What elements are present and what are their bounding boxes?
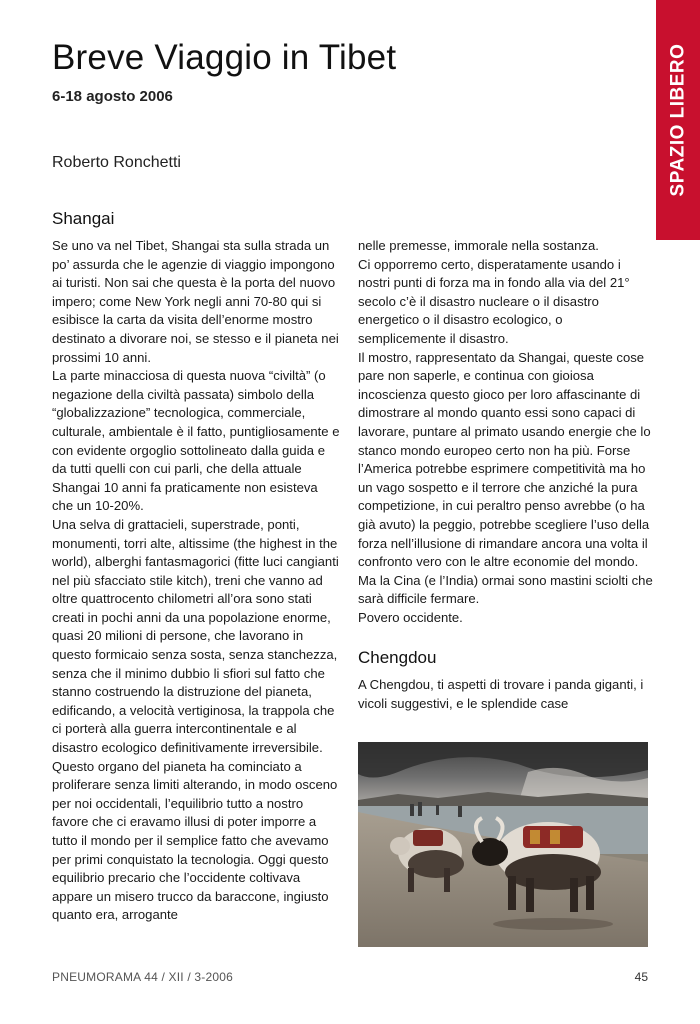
article-title: Breve Viaggio in Tibet bbox=[52, 38, 397, 77]
mountains bbox=[358, 792, 648, 808]
paragraph: Se uno va nel Tibet, Shangai sta sulla strada un po’ assurda che le agenzie di viaggio impongono ai turisti. Non sai che questa è la porta del nuovo impero; come New York negli anni 70-80 qui si esibisce la carta da visita dell’enorme mostro destinato a divorare noi, se stesso e il pianeta nei prossimi 10 anni. bbox=[52, 238, 339, 365]
paragraph: nelle premesse, immorale nella sostanza. bbox=[358, 238, 599, 253]
paragraph: Ci opporremo certo, disperatamente usando i nostri punti di forza ma in fondo alla via del 21° secolo c’è il disastro nucleare o il disastro energetico o il disastro ecologico, o semplicemente il disastro. bbox=[358, 256, 630, 346]
column-left bbox=[52, 207, 342, 925]
paragraph: Povero occidente. bbox=[358, 609, 463, 625]
yak-photo-illustration bbox=[358, 742, 648, 947]
paragraph: La parte minacciosa di questa nuova “civiltà” (o negazione della civiltà passata) simbolo della “globalizzazione” tecnologica, commerciale, culturale, ambientale è il fatto, puntigliosamente e con evidente orgoglio sottolineato dalla guida e da tutti quelli con cui parli, che della attuale Shangai 10 anni fa praticamente non esisteva che un 10-20%. bbox=[52, 368, 340, 514]
shadow bbox=[493, 918, 613, 930]
yak-photo bbox=[358, 742, 648, 947]
paragraph: Ma la Cina (e l’India) ormai sono mastini sciolti che sarà difficile fermare. bbox=[358, 572, 653, 607]
paragraph: A Chengdou, ti aspetti di trovare i panda giganti, i vicoli suggestivi, e le splendide case bbox=[358, 677, 644, 712]
section-heading-shangai: Shangai bbox=[52, 209, 115, 228]
footer-publication: PNEUMORAMA 44 / XII / 3-2006 bbox=[52, 970, 234, 984]
section-heading-chengdou: Chengdou bbox=[358, 648, 437, 668]
footer-page-number: 45 bbox=[634, 970, 648, 984]
article-author: Roberto Ronchetti bbox=[52, 154, 181, 171]
paragraph: Il mostro, rappresentato da Shangai, queste cose pare non saperle, e continua con gioiosa incoscienza questo gioco per loro affascinante di dimostrare al mondo quanto essi sono capaci di lavorare, puntare al primato usando energie che lo stanco mondo europeo certo non ha più. Forse l’America potrebbe esprimere competitività ma ho un vago sospetto e il terrore che anziché la pura competizione, in cui peraltro penso avrebbe (o ha già avuto) la peggio, potrebbe scegliere l’uso della forza nell’illusione di rimandare ancora una volta il confronto vero con le altre economie del mondo. bbox=[358, 349, 651, 570]
paragraph: Una selva di grattacieli, superstrade, ponti, monumenti, torri alte, altissime (the highest in the world), alberghi fantasmagorici (fitte luci cangianti nel più sfacciato stile kitch), treni che vanno ad oltre quattrocento chilometri all’ora sono stati creati in pochi anni da una popolazione enorme, quasi 20 milioni di persone, che lavorano in questo formicaio senza sosta, senza stanchezza, senza che il minimo dubbio li sfiori sul fatto che stanno costruendo la distruzione del pianeta, edificando, a velocità vertiginosa, la trappola che ci porterà alla guerra intercontinentale e al disastro ecologico definitivamente irreversibile. Questo organo del pianeta ha cominciato a proliferare senza limiti alterando, in modo osceno per noi occidentali, l’equilibrio tutto a nostro favore che ci eravamo illusi di poter imporre a tutto il mondo per il semplice fatto che avevamo per primi conquistato la tecnologia. Oggi questo equilibrio precario che l’occidente coltivava appare un misero trucco da baraccone, ingiusto quanto era, arrogante bbox=[52, 516, 339, 923]
side-tab-label-wrap bbox=[656, 0, 700, 240]
column-right bbox=[358, 237, 654, 714]
side-tab-label: SPAZIO LIBERO bbox=[667, 43, 689, 197]
article-date: 6-18 agosto 2006 bbox=[52, 88, 173, 105]
